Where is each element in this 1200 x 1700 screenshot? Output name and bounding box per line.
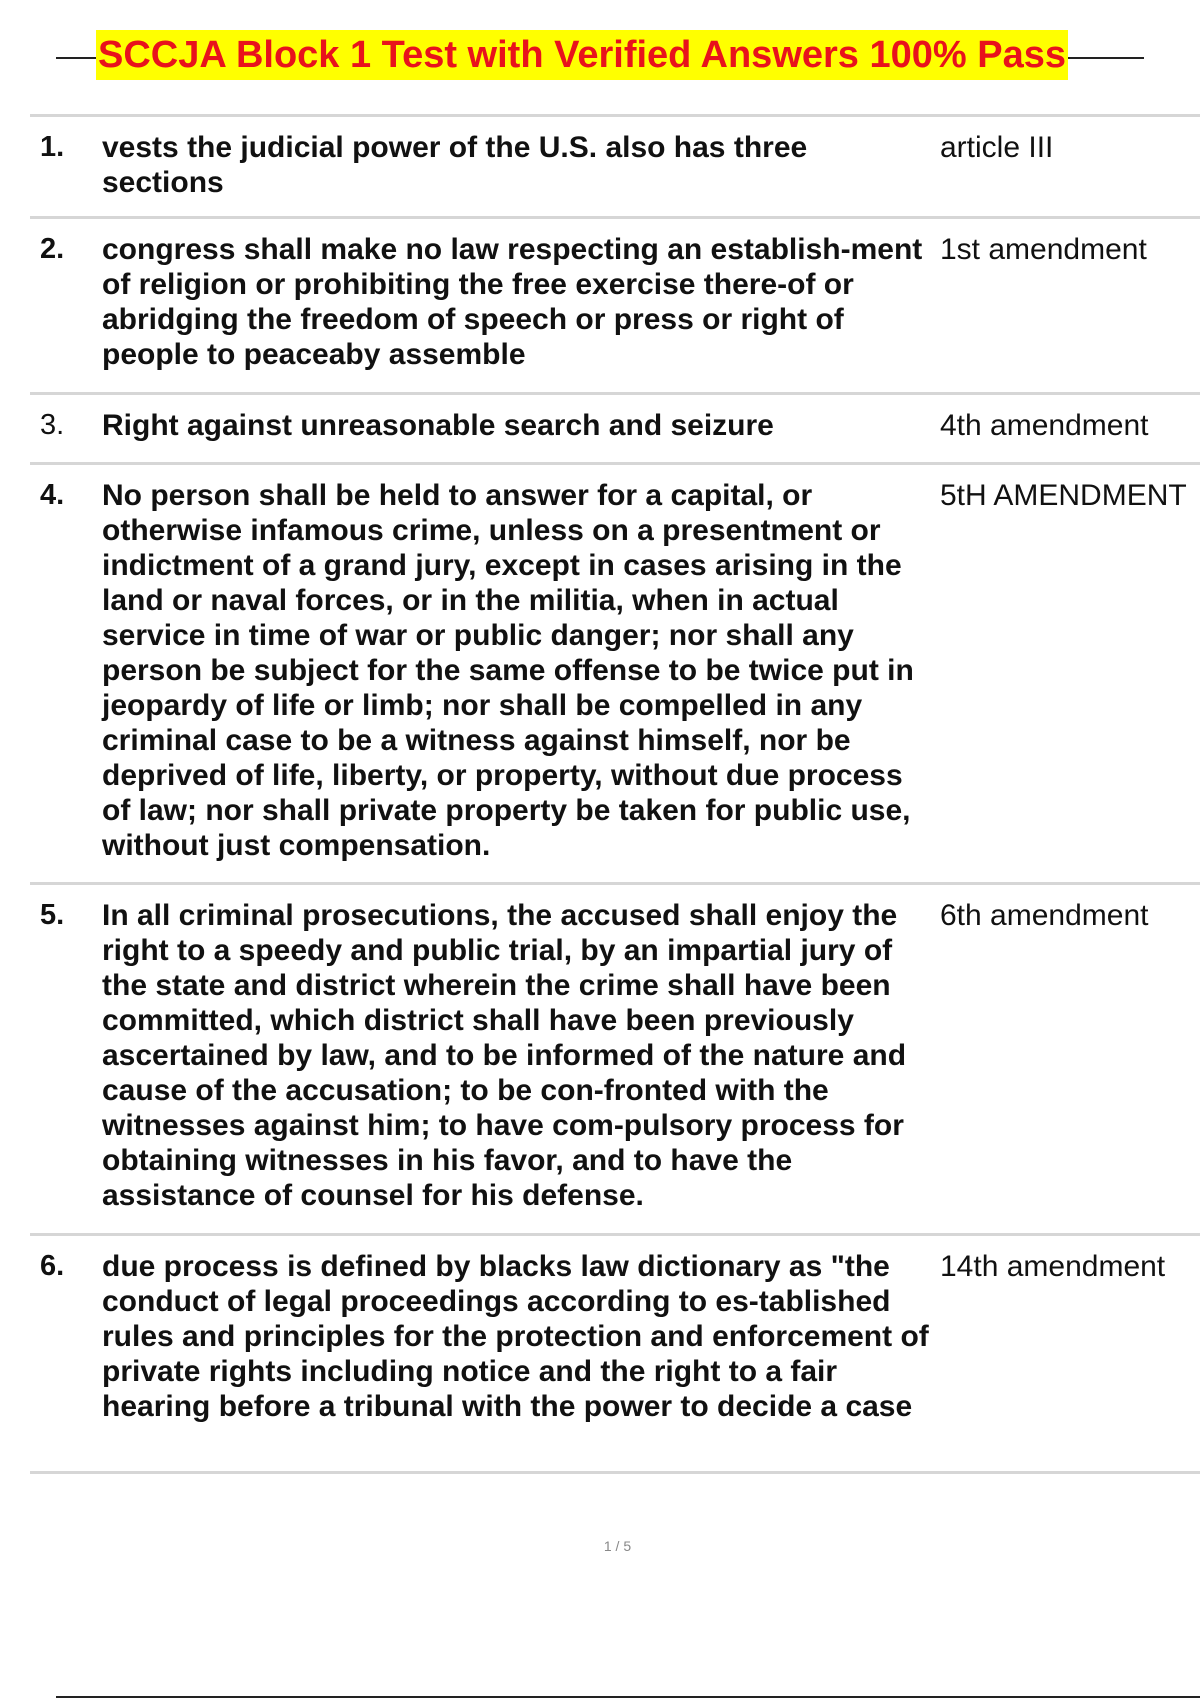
item-number: 1. [40, 131, 65, 163]
answer-text: 4th amendment [940, 409, 1149, 442]
item-number: 3. [40, 409, 65, 441]
qa-row-4 [30, 462, 1200, 882]
answer-text: 1st amendment [940, 233, 1147, 266]
item-number: 6. [40, 1250, 65, 1282]
question-text: No person shall be held to answer for a capital, or otherwise infamous crime, unless on a presentment or indictment of a grand jury, except in cases arising in the land or naval forces, or in the militia, when in actual service in time of war or public danger; nor shall any person be subject for the same offense to be twice put in jeopardy of life or limb; nor shall be compelled in any criminal case to be a witness against himself, nor be deprived of life, liberty, or property, without due process of law; nor shall private property be taken for public use, without just compensation. [102, 479, 914, 862]
answer-text: 6th amendment [940, 899, 1149, 932]
page-indicator: 1 / 5 [603, 1538, 632, 1554]
qa-row-6 [30, 1233, 1200, 1474]
qa-row-3 [30, 392, 1200, 462]
footer-rule [56, 1696, 1200, 1698]
title-block [56, 30, 1144, 80]
answer-text: 5tH AMENDMENT [940, 479, 1187, 512]
answer-text: article III [940, 131, 1054, 164]
question-text: In all criminal prosecutions, the accused shall enjoy the right to a speedy and public trial, by an impartial jury of the state and district wherein the crime shall have been committed, which district shall have been previously ascertained by law, and to be informed of the nature and cause of the accusation; to be con-fronted with the witnesses against him; to have com-pulsory process for obtaining witnesses in his favor, and to have the assistance of counsel for his defense. [102, 899, 907, 1212]
question-text: due process is defined by blacks law dictionary as "the conduct of legal proceedings according to es-tablished rules and principles for the protection and enforcement of private rights including notice and the right to a fair hearing before a tribunal with the power to decide a case [102, 1250, 929, 1423]
answer-text: 14th amendment [940, 1250, 1166, 1283]
qa-row-1 [30, 114, 1200, 216]
question-text: congress shall make no law respecting an establish-ment of religion or prohibiting the free exercise there-of or abridging the freedom of speech or press or right of people to peaceaby assemble [102, 233, 923, 371]
qa-list [30, 114, 1200, 1474]
question-text: Right against unreasonable search and seizure [102, 409, 774, 442]
item-number: 4. [40, 479, 65, 511]
item-number: 2. [40, 233, 65, 265]
qa-row-2 [30, 216, 1200, 392]
qa-row-5 [30, 882, 1200, 1233]
question-text: vests the judicial power of the U.S. also has three sections [102, 131, 808, 199]
document-title: SCCJA Block 1 Test with Verified Answers 100% Pass [96, 30, 1068, 80]
item-number: 5. [40, 899, 65, 931]
